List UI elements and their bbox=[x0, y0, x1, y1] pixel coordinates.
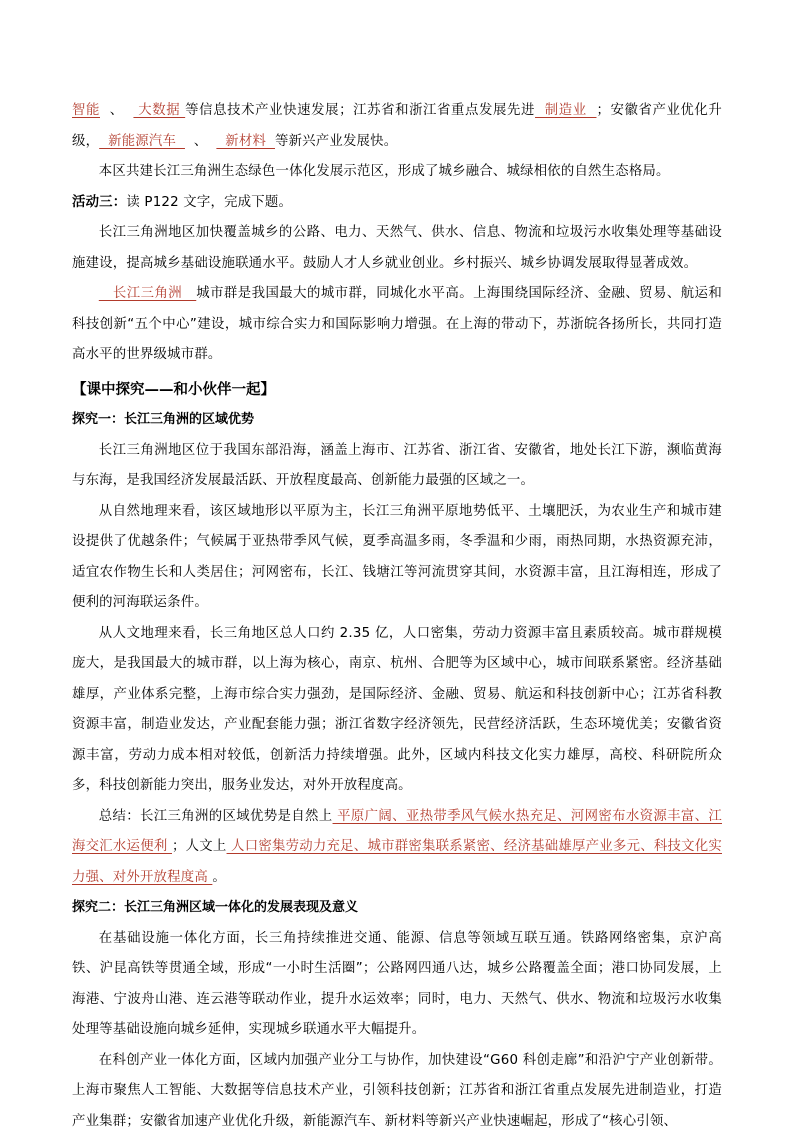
section-heading: 【课中探究——和小伙伴一起】 bbox=[72, 375, 722, 406]
paragraph-eco-demo: 本区共建长江三角洲生态绿色一体化发展示范区，形成了城乡融合、城绿相依的自然生态格局。 bbox=[72, 157, 722, 188]
text-run: 等信息技术产业快速发展；江苏省和浙江省重点发展先进 bbox=[185, 103, 535, 118]
explore-one-p3: 从人文地理来看，长三角地区总人口约 2.35 亿，人口密集，劳动力资源丰富且素质较高。城市群规模庞大，是我国最大的城市群，以上海为核心，南京、杭州、合肥等为区域中心，城市间联系紧密。经济基础雄厚，产业体系完整，上海市综合实力强劲，是国际经济、金融、贸易、航运和科技创新中心；江苏省科教资源丰富，制造业发达，产业配套能力强；浙江省数字经济领先，民营经济活跃，生态环境优美；安徽省资源丰富，劳动力成本相对较低，创新活力持续增强。此外，区域内科技文化实力雄厚，高校、科研院所众多，科技创新能力突出，服务业发达，对外开放程度高。 bbox=[72, 619, 722, 802]
paragraph-infrastructure: 长江三角洲地区加快覆盖城乡的公路、电力、天然气、供水、信息、物流和垃圾污水收集处理等基础设施建设，提高城乡基础设施联通水平。鼓励人才人乡就业创业。乡村振兴、城乡协调发展取得显著成效。 bbox=[72, 218, 722, 279]
answer-blank-human: 人口密集劳动力充足、城市群密集联系紧密、经济基础雄厚产业多元、科技文化实力强、对外开放程度高 bbox=[72, 839, 722, 885]
summary-text: ；人文上 bbox=[172, 839, 227, 854]
activity-label: 活动三： bbox=[72, 195, 126, 210]
paragraph-city-cluster bbox=[72, 279, 722, 371]
paragraph-industry-answers bbox=[72, 96, 722, 157]
answer-blank: 长江三角洲 bbox=[99, 286, 196, 301]
answer-blank: 新材料 bbox=[216, 134, 275, 149]
answer-blank: 新能源汽车 bbox=[99, 134, 185, 149]
answer-blank: 大数据 bbox=[133, 103, 185, 118]
answer-blank: 制造业 bbox=[535, 103, 596, 118]
document-page bbox=[72, 96, 722, 1137]
summary-text: 总结：长江三角洲的区域优势是自然上 bbox=[99, 809, 333, 824]
answer-blank-natural: 平原广阔、亚热带季风气候水热充足、河网密布水资源丰富、江海交汇水运便利 bbox=[72, 809, 722, 855]
text-run: 、 bbox=[185, 134, 216, 149]
explore-one-p1: 长江三角洲地区位于我国东部沿海，涵盖上海市、江苏省、浙江省、安徽省，地处长江下游，濒临黄海与东海，是我国经济发展最活跃、开放程度最高、创新能力最强的区域之一。 bbox=[72, 436, 722, 497]
text-run: 、 bbox=[100, 103, 133, 118]
explore-one-title: 探究一：长江三角洲的区域优势 bbox=[72, 405, 722, 436]
text-run: 等新兴产业发展快。 bbox=[275, 134, 397, 149]
text-run: ；安徽省产业优化升级， bbox=[72, 103, 722, 149]
answer-blank: 智能 bbox=[72, 103, 100, 118]
text-run: 城市群是我国最大的城市群，同城化水平高。上海围绕国际经济、金融、贸易、航运和科技创新“五个中心”建设，城市综合实力和国际影响力增强。在上海的带动下，苏浙皖各扬所长，共同打造高水平的世界级城市群。 bbox=[72, 286, 722, 362]
explore-one-summary bbox=[72, 802, 722, 894]
activity-three bbox=[72, 188, 722, 219]
activity-text: 读 P122 文字，完成下题。 bbox=[126, 195, 292, 210]
explore-two-title: 探究二：长江三角洲区域一体化的发展表现及意义 bbox=[72, 893, 722, 924]
explore-one-p2: 从自然地理来看，该区域地形以平原为主，长江三角洲平原地势低平、土壤肥沃，为农业生产和城市建设提供了优越条件；气候属于亚热带季风气候，夏季高温多雨，冬季温和少雨，雨热同期，水热资源充沛，适宜农作物生长和人类居住；河网密布，长江、钱塘江等河流贯穿其间，水资源丰富，且江海相连，形成了便利的河海联运条件。 bbox=[72, 497, 722, 619]
explore-two-p1: 在基础设施一体化方面，长三角持续推进交通、能源、信息等领域互联互通。铁路网络密集，京沪高铁、沪昆高铁等贯通全域，形成“一小时生活圈”；公路网四通八达，城乡公路覆盖全面；港口协同发展，上海港、宁波舟山港、连云港等联动作业，提升水运效率；同时，电力、天然气、供水、物流和垃圾污水收集处理等基础设施向城乡延伸，实现城乡联通水平大幅提升。 bbox=[72, 924, 722, 1046]
summary-text: 。 bbox=[212, 870, 226, 885]
explore-two-p2: 在科创产业一体化方面，区域内加强产业分工与协作，加快建设“G60 科创走廊”和沿沪宁产业创新带。上海市聚焦人工智能、大数据等信息技术产业，引领科技创新；江苏省和浙江省重点发展先进制造业，打造产业集群；安徽省加速产业优化升级，新能源汽车、新材料等新兴产业快速崛起，形成了“核心引领、 bbox=[72, 1046, 722, 1137]
